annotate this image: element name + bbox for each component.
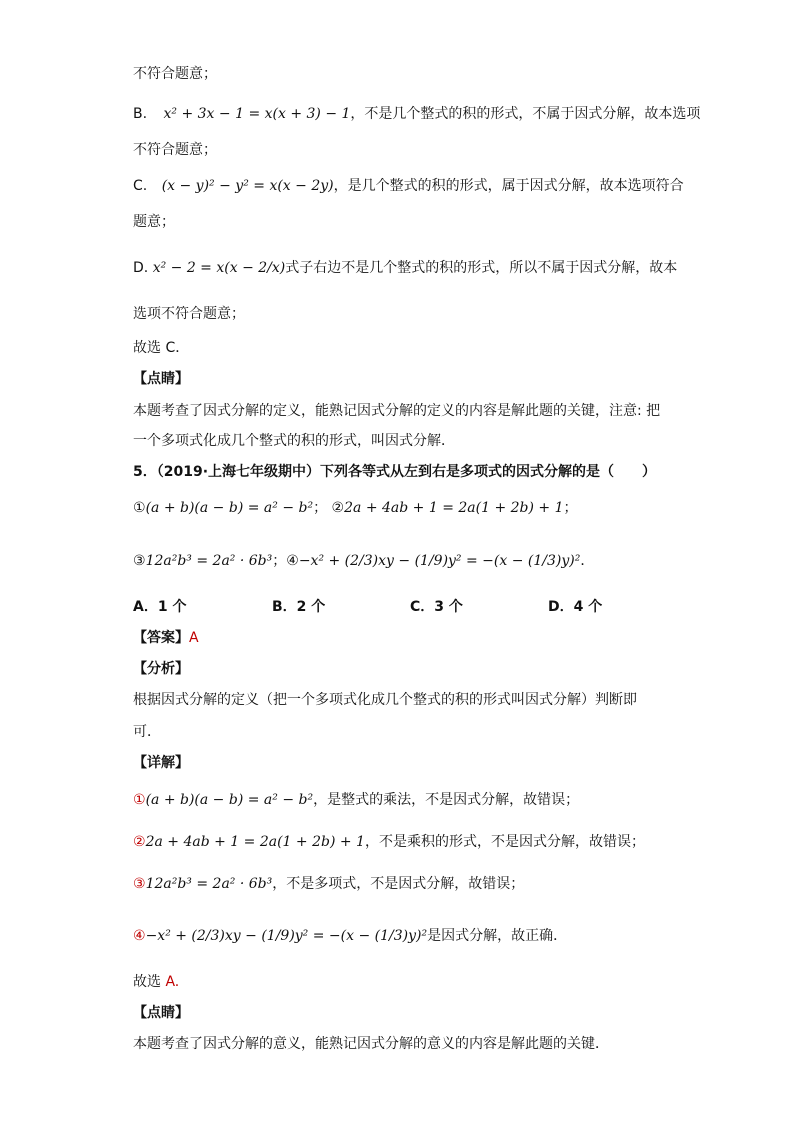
conclusion-prefix: 故选 (133, 974, 166, 990)
item-marker: ② (331, 500, 345, 516)
formula: 12a²b³ = 2a² · 6b³ (145, 876, 273, 892)
separator: ； (313, 500, 328, 516)
text-line: 选项不符合题意； (133, 306, 245, 322)
option-label: B. (133, 106, 148, 122)
text-line: 故选 C． (133, 340, 190, 356)
formula: (x − y)² − y² = x(x − 2y) (161, 178, 334, 194)
item-marker: ① (133, 792, 146, 808)
item-marker: ① (133, 500, 146, 516)
detail-conclusion (133, 972, 179, 992)
text: ，不是多项式，不是因式分解，故错误； (272, 876, 525, 892)
separator: ； (563, 500, 578, 516)
item-marker: ② (133, 834, 146, 850)
formula: 12a²b³ = 2a² · 6b³ (145, 553, 273, 569)
option-d: D．4 个 (548, 599, 603, 615)
item-marker: ④ (133, 928, 146, 944)
text-line: 一个多项式化成几个整式的积的形式，叫因式分解． (133, 433, 455, 449)
separator: ； (272, 553, 287, 569)
separator: ． (580, 553, 595, 569)
option-label: C. (133, 178, 148, 194)
formula: 2a + 4ab + 1 = 2a(1 + 2b) + 1 (344, 500, 564, 516)
option-a: A．1 个 (133, 599, 187, 615)
option-b-line (133, 104, 700, 124)
option-c: C．3 个 (410, 599, 463, 615)
item-marker: ③ (133, 553, 146, 569)
option-b: B．2 个 (272, 599, 326, 615)
item-marker: ③ (133, 876, 146, 892)
text: ，不是乘积的形式，不是因式分解，故错误； (364, 834, 645, 850)
detail-item-1 (133, 790, 579, 810)
answer-label: 【答案】 (133, 630, 189, 646)
answer-value: A (189, 630, 199, 646)
text: ，是几个整式的积的形式，属于因式分解，故本选项符合 (333, 178, 684, 194)
item-marker: ④ (286, 553, 299, 569)
question-stem: 5．（2019·上海七年级期中）下列各等式从左到右是多项式的因式分解的是（ ） (133, 464, 657, 480)
conclusion-value: A. (165, 974, 180, 990)
formula: x² + 3x − 1 = x(x + 3) − 1 (163, 106, 351, 122)
option-d-line (133, 258, 677, 278)
formula: (a + b)(a − b) = a² − b² (145, 500, 314, 516)
text: ，不是几个整式的积的形式，不属于因式分解，故本选项 (350, 106, 701, 122)
question-items-row2 (133, 551, 594, 571)
text: ，是整式的乘法，不是因式分解，故错误； (313, 792, 580, 808)
analysis-text: 根据因式分解的定义（把一个多项式化成几个整式的积的形式叫因式分解）判断即 (133, 692, 637, 708)
formula: −x² + (2/3)xy − (1/9)y² = −(x − (1/3)y)² (298, 553, 581, 569)
text-line: 本题考查了因式分解的定义，能熟记因式分解的定义的内容是解此题的关键，注意: 把 (133, 403, 661, 419)
analysis-text: 可． (133, 724, 161, 740)
analysis-label: 【分析】 (133, 661, 189, 677)
formula: x² − 2 = x(x − 2/x) (152, 260, 286, 276)
formula: (a + b)(a − b) = a² − b² (145, 792, 314, 808)
detail-label: 【详解】 (133, 755, 189, 771)
comment-label: 【点睛】 (133, 1005, 189, 1021)
answer-line (133, 628, 199, 648)
formula: 2a + 4ab + 1 = 2a(1 + 2b) + 1 (145, 834, 365, 850)
option-label: D. (133, 260, 149, 276)
text-line: 不符合题意； (133, 66, 217, 82)
question-items-row1 (133, 498, 578, 518)
detail-item-4 (133, 926, 567, 946)
text-line: 题意； (133, 214, 175, 230)
text-line: 不符合题意； (133, 142, 217, 158)
detail-item-2 (133, 832, 645, 852)
section-label: 【点睛】 (133, 371, 189, 387)
text: 式子右边不是几个整式的积的形式，所以不属于因式分解，故本 (285, 260, 678, 276)
comment-text: 本题考查了因式分解的意义，能熟记因式分解的意义的内容是解此题的关键． (133, 1036, 609, 1052)
option-c-line (133, 176, 684, 196)
detail-item-3 (133, 874, 524, 894)
text: 是因式分解，故正确． (427, 928, 568, 944)
formula: −x² + (2/3)xy − (1/9)y² = −(x − (1/3)y)² (145, 928, 428, 944)
